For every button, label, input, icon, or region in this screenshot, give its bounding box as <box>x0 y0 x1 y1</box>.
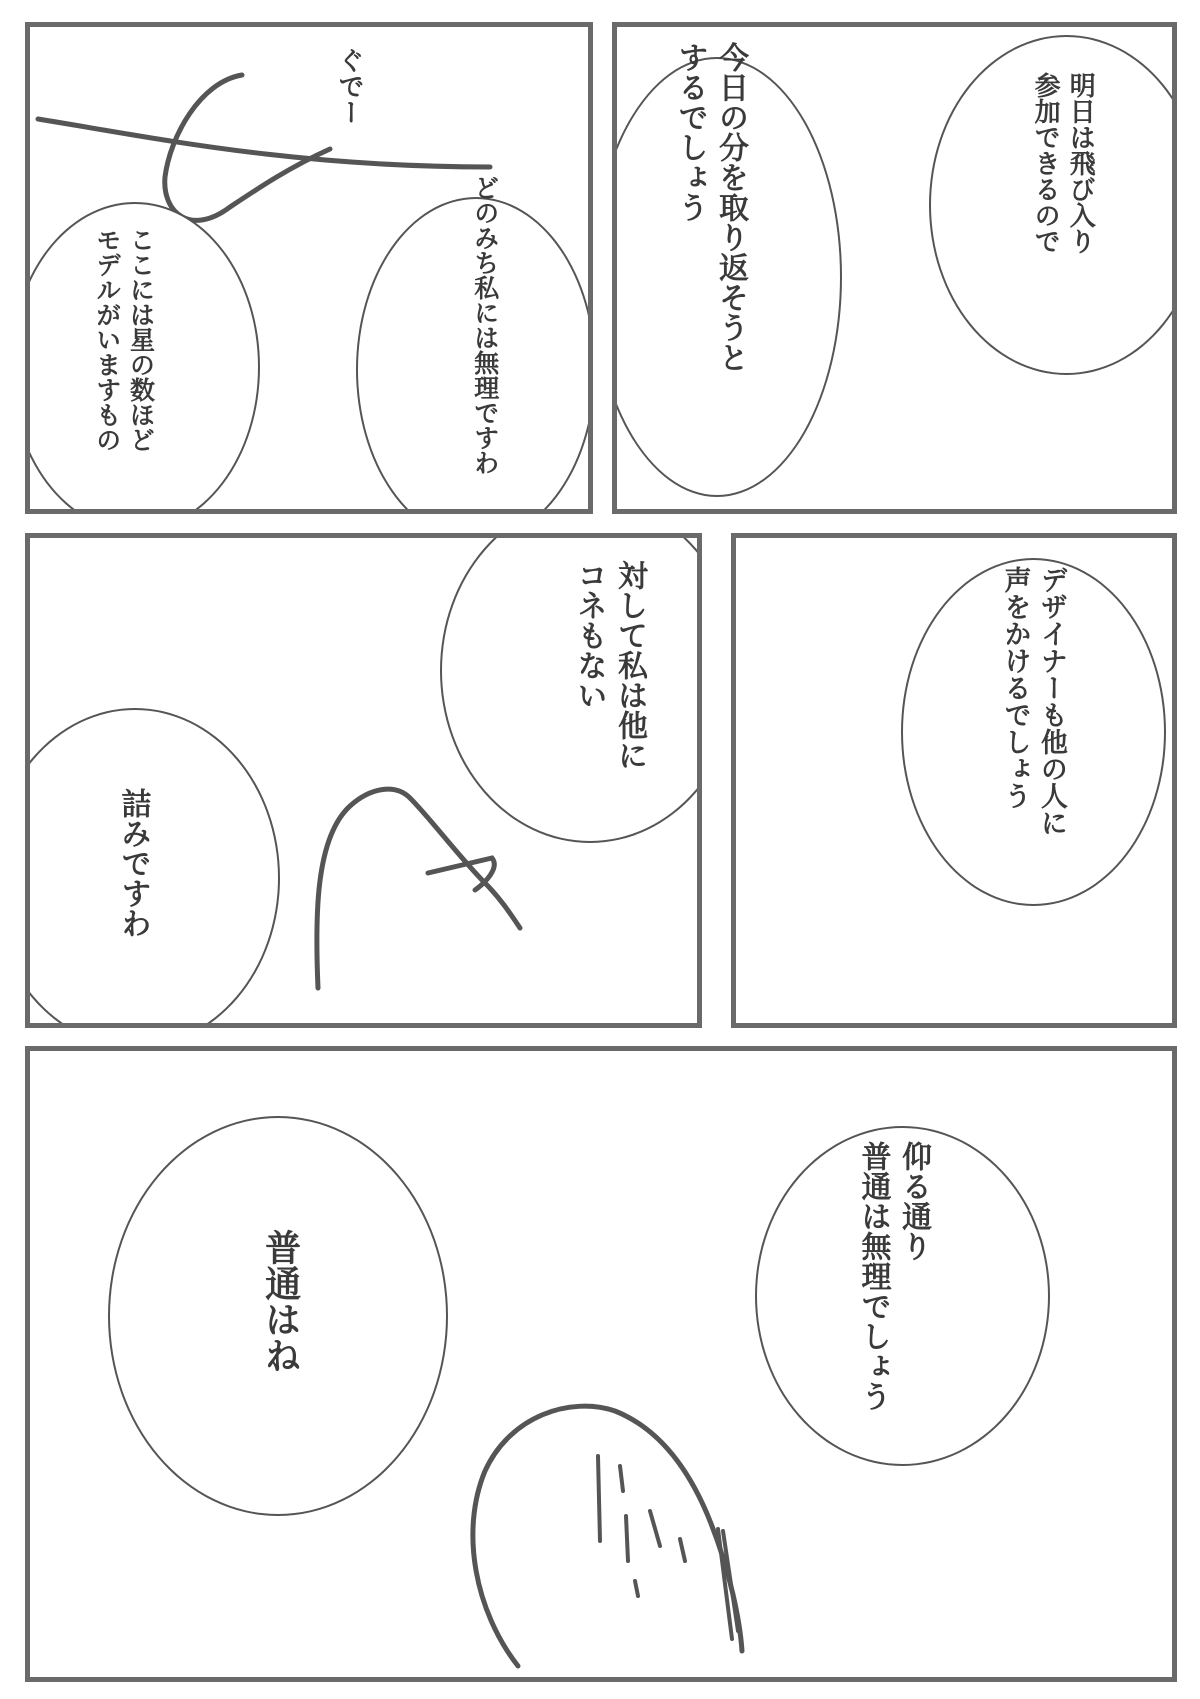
speech-text: どのみち私には無理ですわ <box>470 175 500 475</box>
speech-text: ここには星の数ほど モデルがいますもの <box>92 227 156 452</box>
speech-text: デザイナーも他の人に 声をかけるでしょう <box>999 566 1067 836</box>
panel-3 <box>25 533 702 1028</box>
panel-1 <box>25 22 593 514</box>
speech-text: 詰みですわ <box>115 788 151 938</box>
speech-bubble <box>25 708 280 1028</box>
panel-4 <box>731 533 1177 1028</box>
speech-text: 明日は飛び入り 参加できるので <box>1030 72 1096 254</box>
panel-5 <box>25 1046 1177 1682</box>
sfx-gude: ぐでー <box>334 47 364 125</box>
panel-2 <box>612 22 1177 514</box>
speech-text: 普通はね <box>259 1229 301 1373</box>
speech-text: 対して私は他に コネもない <box>571 560 647 770</box>
speech-text: 仰る通り 普通は無理でしょう <box>855 1141 931 1411</box>
speech-text: 今日の分を取り返そうと するでしょう <box>672 42 748 372</box>
